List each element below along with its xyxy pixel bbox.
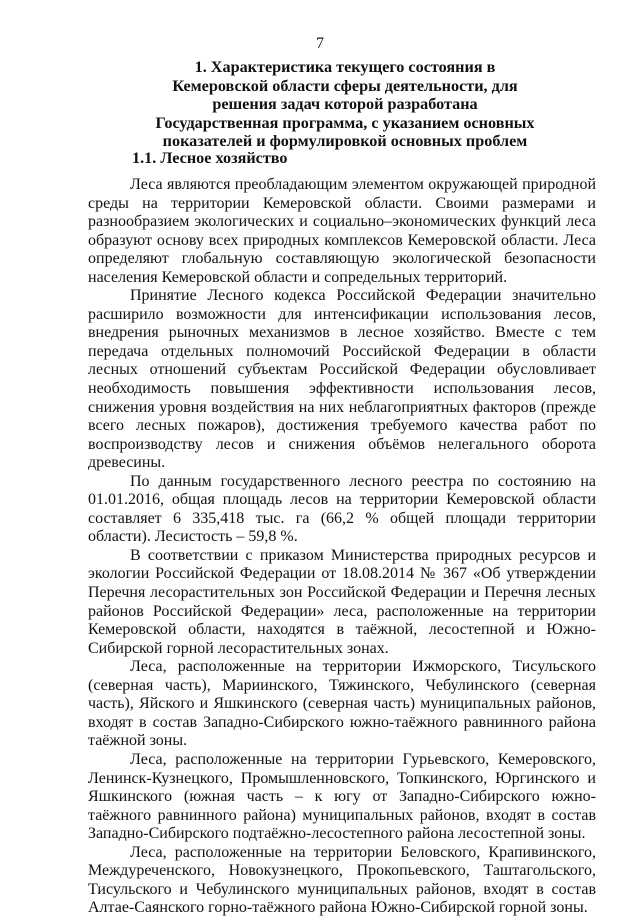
paragraph: Леса, расположенные на территории Беловского, Крапивинского, Междуреченского, Новокузнецкого, Прокопьевского, Таштагольского, Тисульского и Чебулинского муниципальных районов, входят в состав Алтае-Саянского горно-таёжного района Южно-Сибирской горной зоны. — [88, 843, 596, 917]
paragraph: Принятие Лесного кодекса Российской Федерации значительно расширило возможности для интенсификации использования лесов, внедрения рыночных механизмов в лесное хозяйство. Вместе с тем передача отдельных полномочий Российской Федерации в области лесных отношений субъектам Российской Федерации обусловливает необходимость повышения эффективности использования лесов, снижения уровня воздействия на них неблагоприятных факторов (прежде всего лесных пожаров), достижения требуемого качества работ по воспроизводству лесов и снижения объёмов нелегального оборота древесины. — [88, 287, 596, 472]
subsection-title: 1.1. Лесное хозяйство — [132, 149, 288, 167]
paragraph: Леса, расположенные на территории Ижморского, Тисульского (северная часть), Мариинского, Тяжинского, Чебулинского (северная часть), Яйского и Яшкинского (северная часть) муниципальных районов, входят в состав Западно-Сибирского южно-таёжного равнинного района таёжной зоны. — [88, 658, 596, 750]
page-number: 7 — [316, 35, 324, 52]
section-title: 1. Характеристика текущего состояния в Кемеровской области сферы деятельности, для решения задач которой разработана Государственная программа, с указанием основных показателей и формулировкой основных проблем — [155, 58, 535, 150]
paragraph: Леса являются преобладающим элементом окружающей природной среды на территории Кемеровской области. Своими размерами и разнообразием экологических и социально–экономических функций леса образуют основу всех природных комплексов Кемеровской области. Леса определяют глобальную составляющую экологической безопасности населения Кемеровской области и сопредельных территорий. — [88, 176, 596, 286]
paragraph: В соответствии с приказом Министерства природных ресурсов и экологии Российской Федерации от 18.08.2014 № 367 «Об утверждении Перечня лесорастительных зон Российской Федерации и Перечня лесных районов Российской Федерации» леса, расположенные на территории Кемеровской области, находятся в таёжной, лесостепной и Южно-Сибирской горной лесорастительных зонах. — [88, 546, 596, 657]
paragraph: По данным государственного лесного реестра по состоянию на 01.01.2016, общая площадь лесов на территории Кемеровской области составляет 6 335,418 тыс. га (66,2 % общей площади территории области). Лесистость – 59,8 %. — [88, 472, 596, 546]
body-text — [88, 176, 596, 918]
paragraph: Леса, расположенные на территории Гурьевского, Кемеровского, Ленинск-Кузнецкого, Промышленновского, Топкинского, Юргинского и Яшкинского (южная часть – к югу от Западно-Сибирского южно-таёжного равнинного района) муниципальных районов, входят в состав Западно-Сибирского подтаёжно-лесостепного района лесостепной зоны. — [88, 750, 596, 843]
